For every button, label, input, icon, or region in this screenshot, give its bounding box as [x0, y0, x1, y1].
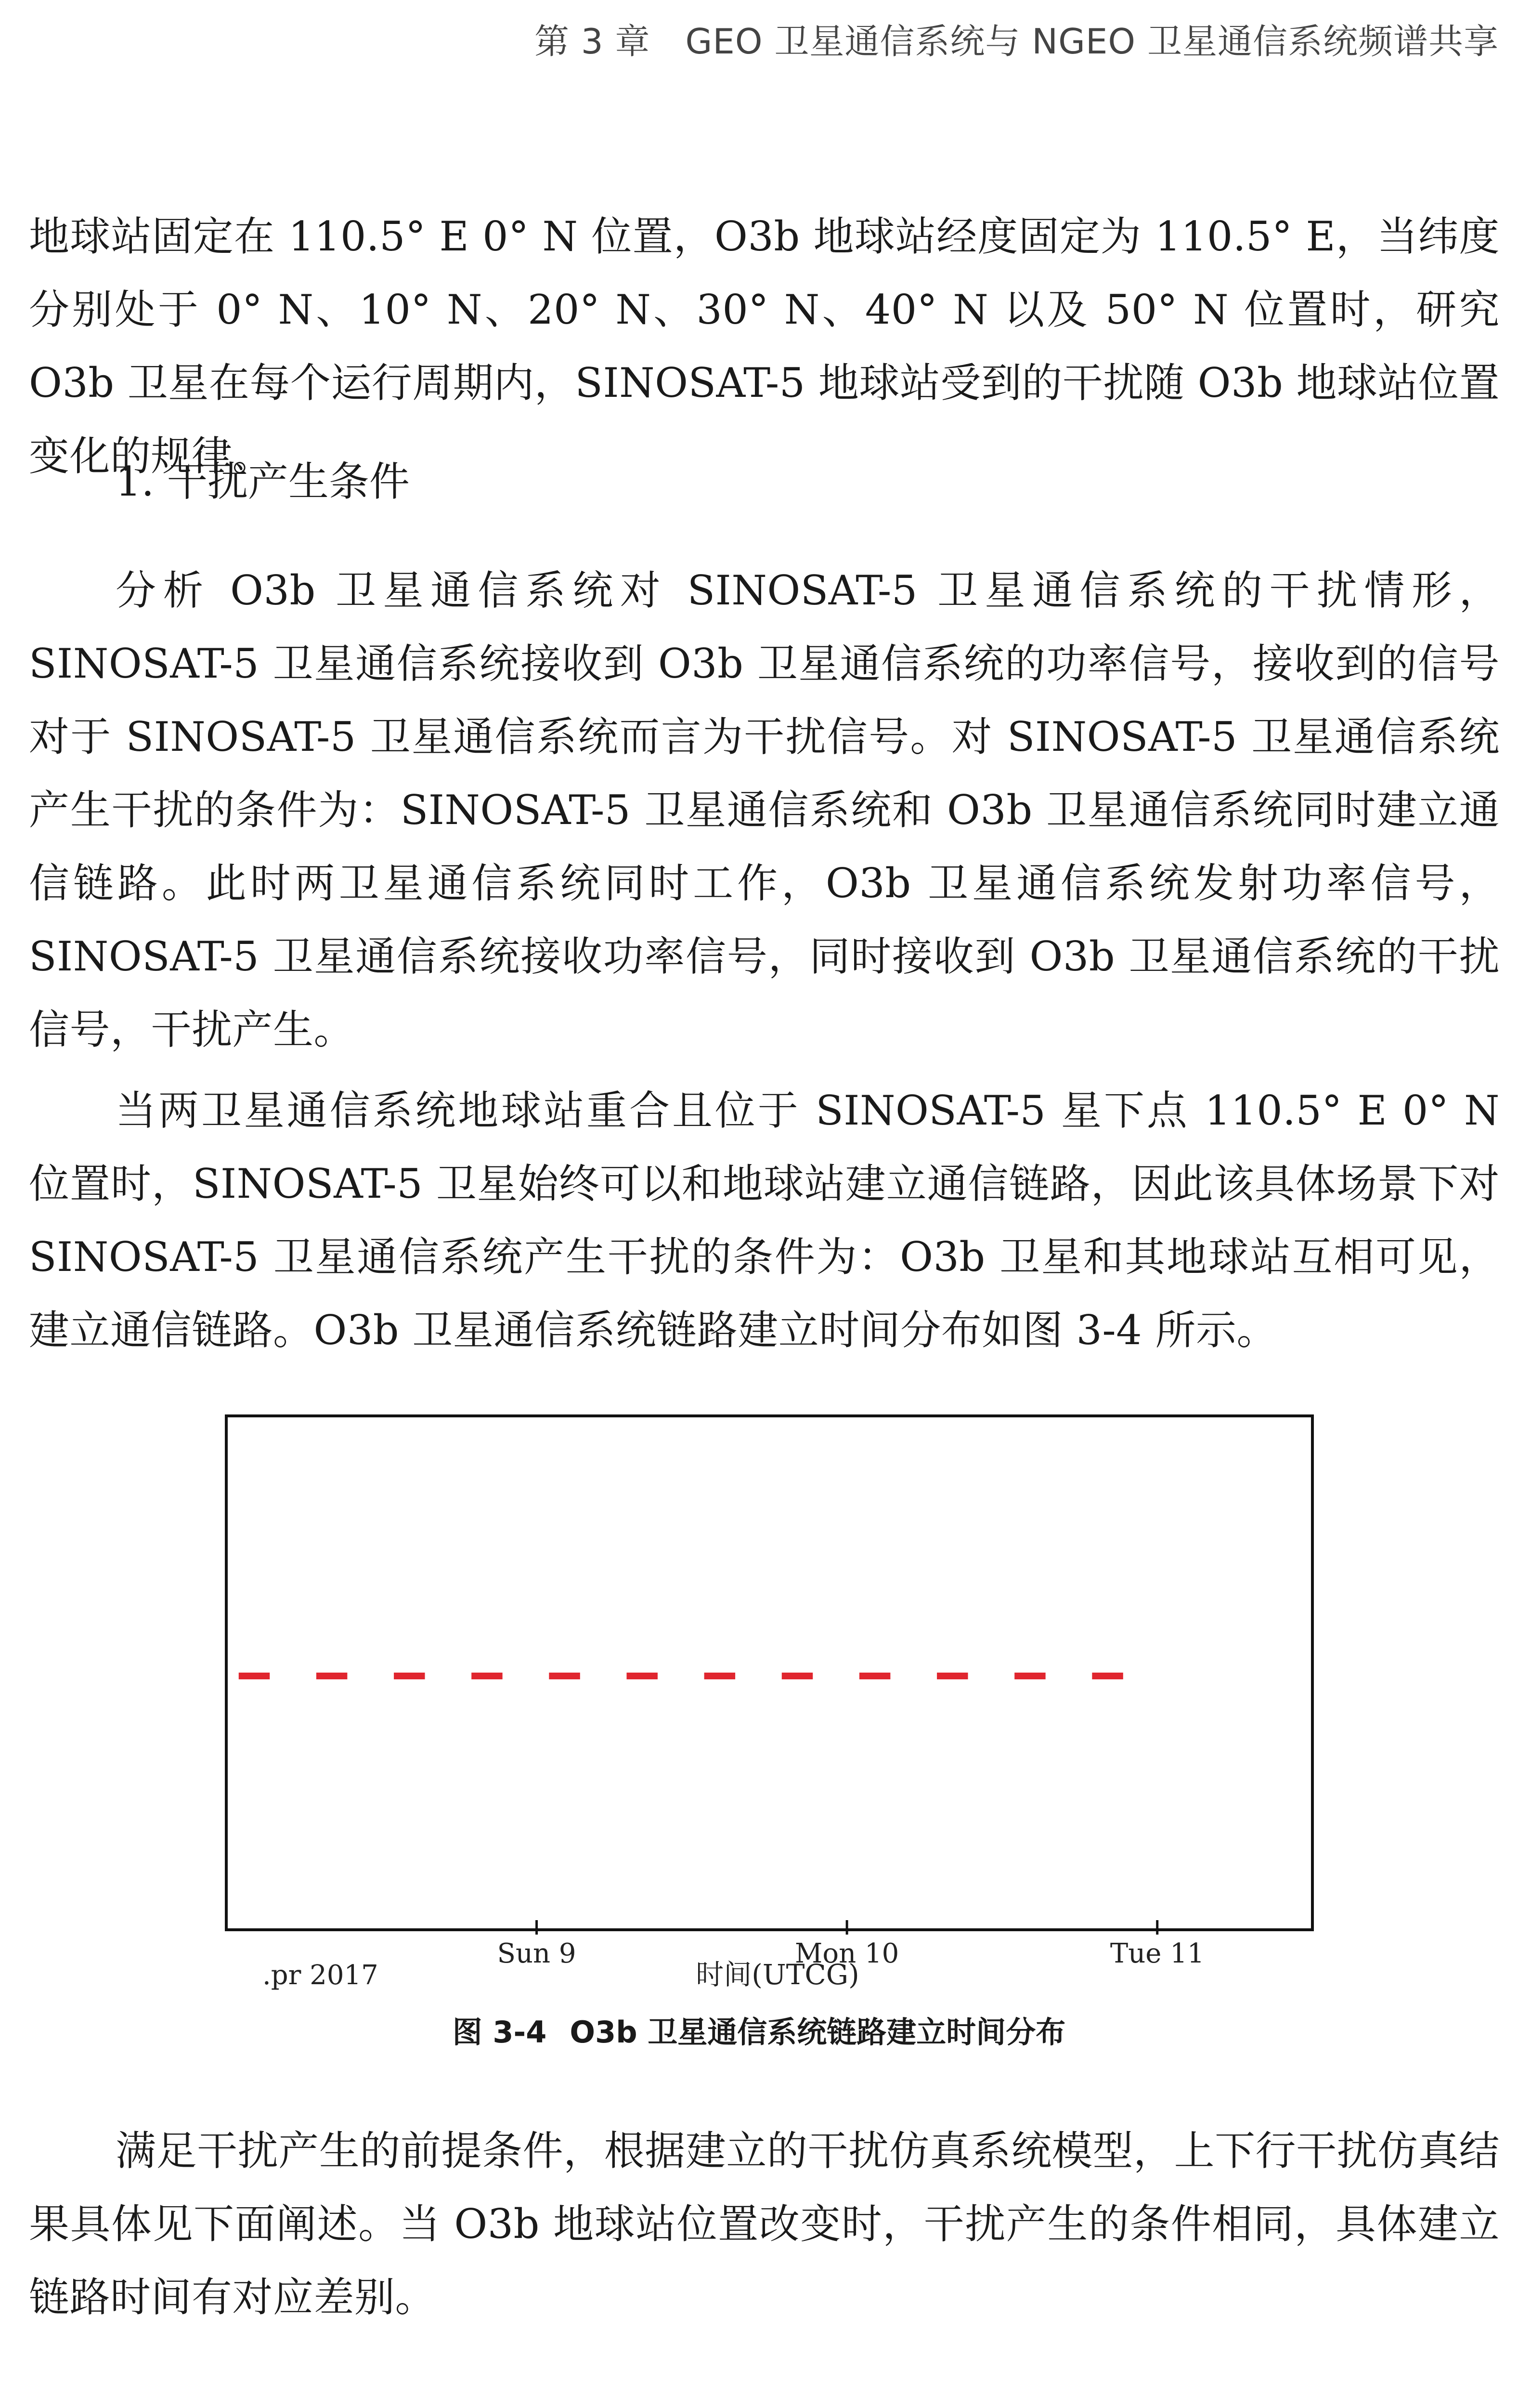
section-heading: 1. 干扰产生条件 — [116, 458, 410, 505]
caption-label: 图 3-4 — [452, 2015, 547, 2050]
plot-frame — [226, 1416, 1312, 1930]
x-start-label: .pr 2017 — [262, 1960, 378, 1991]
paragraph-4: 满足干扰产生的前提条件，根据建立的干扰仿真系统模型，上下行干扰仿真结果具体见下面阐述。当 O3b 地球站位置改变时，干扰产生的条件相同，具体建立链路时间有对应差别。 — [29, 2127, 1500, 2321]
x-tick-label: Sun 9 — [497, 1938, 576, 1969]
figure-caption — [0, 2008, 1518, 2051]
x-axis-label: 时间(UTCG) — [696, 1958, 859, 1991]
paragraph-1: 地球站固定在 110.5° E 0° N 位置，O3b 地球站经度固定为 110.5° E，当纬度分别处于 0° N、10° N、20° N、30° N、40° N 以及 50° N 位置时，研究 O3b 卫星在每个运行周期内，SINOSAT-5 地球站受到的干扰随 O3b 地球站位置变化的规律。 — [29, 213, 1500, 480]
figure-chart — [0, 1387, 1518, 1999]
x-tick-label: Mon 10 — [795, 1938, 899, 1969]
paragraph-2: 分析 O3b 卫星通信系统对 SINOSAT-5 卫星通信系统的干扰情形，SINOSAT-5 卫星通信系统接收到 O3b 卫星通信系统的功率信号，接收到的信号对于 SINOSAT-5 卫星通信系统而言为干扰信号。对 SINOSAT-5 卫星通信系统产生干扰的条件为：SINOSAT-5 卫星通信系统和 O3b 卫星通信系统同时建立通信链路。此时两卫星通信系统同时工作，O3b 卫星通信系统发射功率信号，SINOSAT-5 卫星通信系统接收功率信号，同时接收到 O3b 卫星通信系统的干扰信号，干扰产生。 — [29, 567, 1500, 1053]
paragraph-3: 当两卫星通信系统地球站重合且位于 SINOSAT-5 星下点 110.5° E 0° N 位置时，SINOSAT-5 卫星始终可以和地球站建立通信链路，因此该具体场景下对 SINOSAT-5 卫星通信系统产生干扰的条件为：O3b 卫星和其地球站互相可见，建立通信链路。O3b 卫星通信系统链路建立时间分布如图 3-4 所示。 — [29, 1087, 1500, 1354]
x-tick-label: Tue 11 — [1110, 1938, 1205, 1969]
caption-text: O3b 卫星通信系统链路建立时间分布 — [570, 2015, 1066, 2050]
running-header: 第 3 章 GEO 卫星通信系统与 NGEO 卫星通信系统频谱共享 — [534, 21, 1499, 62]
